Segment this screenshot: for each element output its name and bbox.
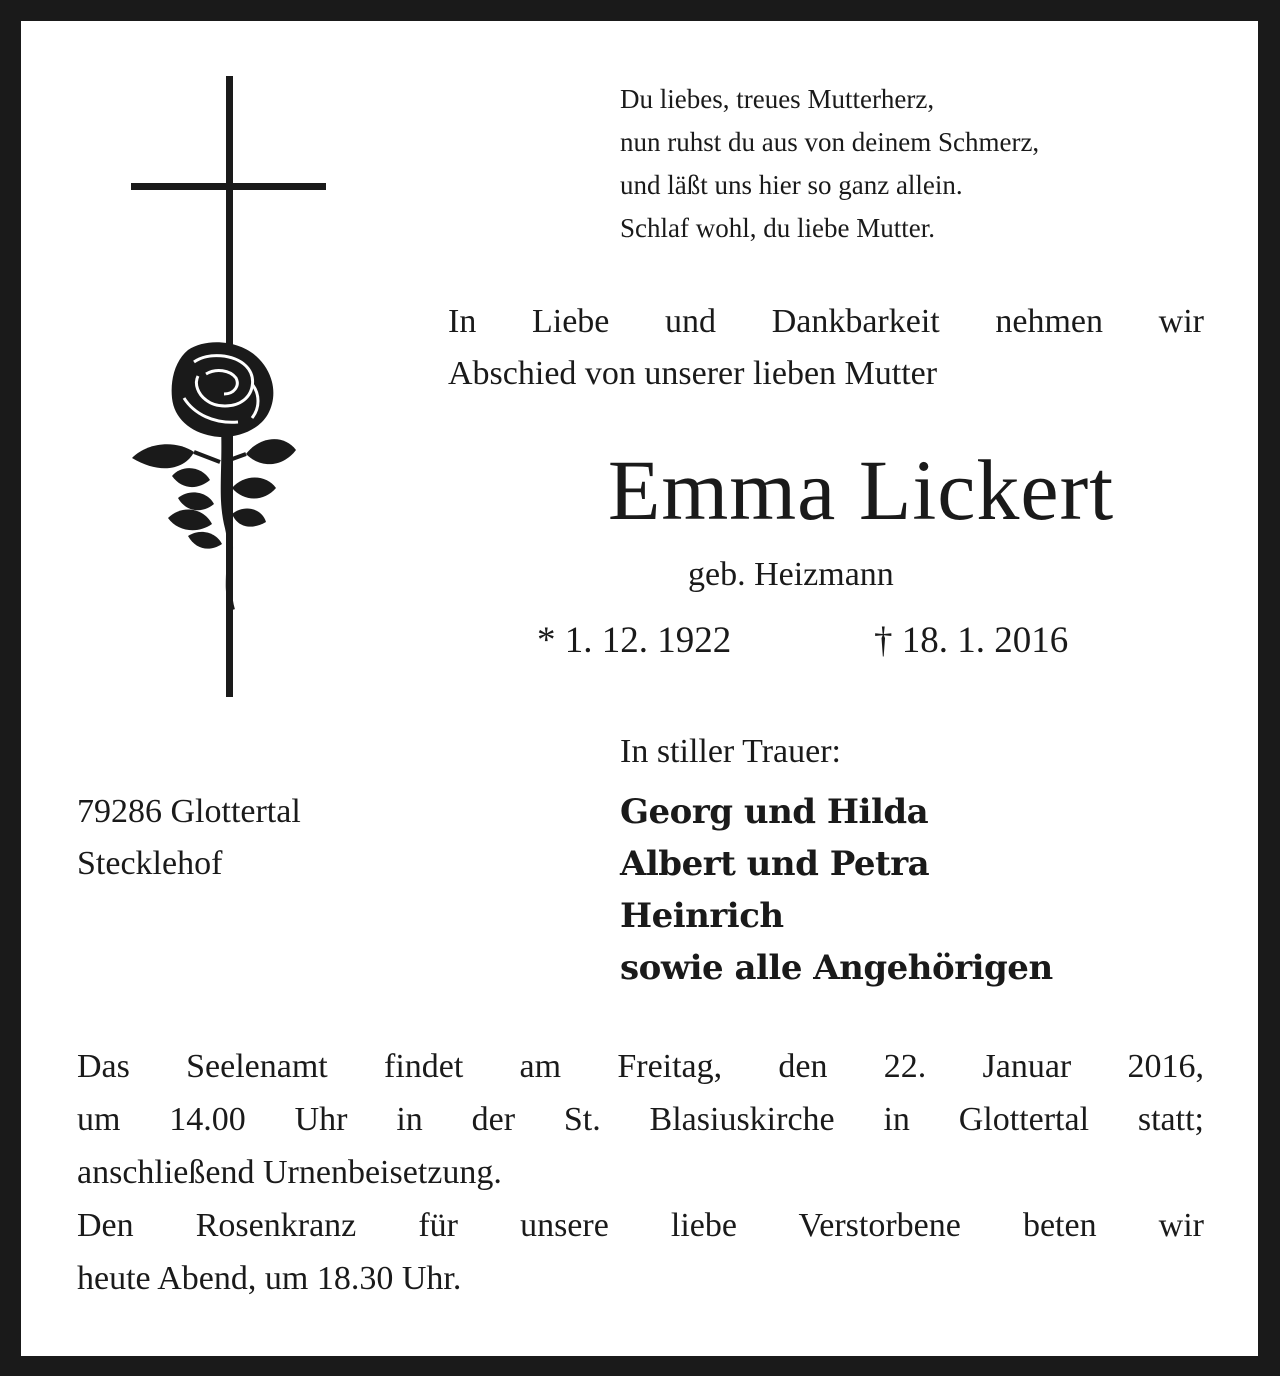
service-line: anschließend Urnenbeisetzung. xyxy=(77,1154,502,1191)
poem-line: Du liebes, treues Mutterherz, xyxy=(620,84,935,114)
mourner-name: Albert und Petra xyxy=(620,844,930,884)
death-date: † 18. 1. 2016 xyxy=(874,620,1069,661)
deceased-name-text: Emma Lickert xyxy=(607,442,1115,538)
service-line: Das Seelenamt findet am Freitag, den 22. Januar 2016, xyxy=(77,1048,1204,1085)
poem-line: nun ruhst du aus von deinem Schmerz, xyxy=(620,127,1040,157)
poem xyxy=(620,78,1039,250)
birth-date: * 1. 12. 1922 xyxy=(537,620,732,661)
mourning-intro: In stiller Trauer: xyxy=(620,733,841,770)
poem-line: Schlaf wohl, du liebe Mutter. xyxy=(620,213,935,243)
mourner-name: Heinrich xyxy=(620,896,784,936)
mourner-name: Georg und Hilda xyxy=(620,792,929,832)
address xyxy=(77,786,301,890)
cross-icon-bar xyxy=(131,183,326,190)
mourner-name: sowie alle Angehörigen xyxy=(620,948,1053,988)
intro-text xyxy=(448,296,1204,400)
deceased-name xyxy=(448,440,1204,540)
service-line: um 14.00 Uhr in der St. Blasiuskirche in Glottertal statt; xyxy=(77,1101,1204,1138)
address-line: 79286 Glottertal xyxy=(77,793,301,830)
address-line: Stecklehof xyxy=(77,845,223,882)
poem-line: und läßt uns hier so ganz allein. xyxy=(620,170,963,200)
intro-line-1: In Liebe und Dankbarkeit nehmen wir xyxy=(448,303,1204,340)
service-line: Den Rosenkranz für unsere liebe Verstorbene beten wir xyxy=(77,1207,1204,1244)
rose-icon xyxy=(128,338,300,618)
mourners-list xyxy=(620,786,1053,994)
birth-name: geb. Heizmann xyxy=(688,556,894,593)
service-line: heute Abend, um 18.30 Uhr. xyxy=(77,1260,462,1297)
intro-line-2: Abschied von unserer lieben Mutter xyxy=(448,355,938,392)
service-announcement xyxy=(77,1040,1204,1305)
